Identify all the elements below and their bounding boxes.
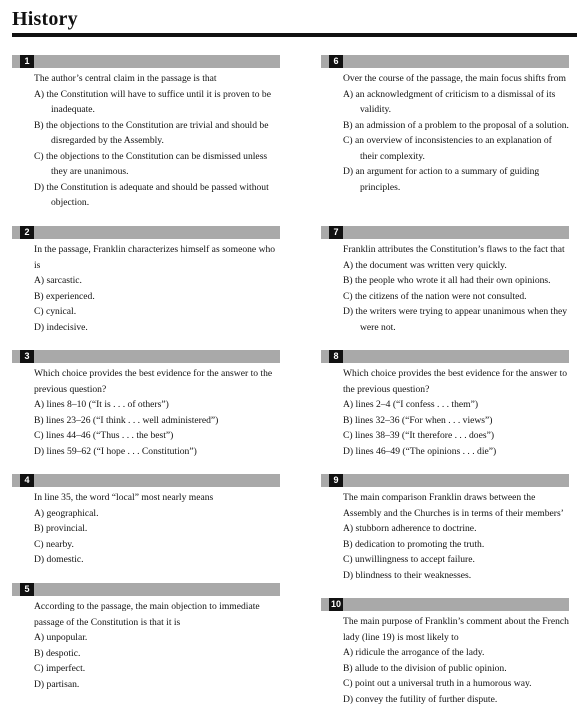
question-header-bar — [12, 350, 280, 363]
answer-option[interactable]: A) lines 8–10 (“It is . . . of others”) — [34, 399, 169, 410]
answer-option[interactable]: C) imperfect. — [34, 663, 86, 674]
answer-option[interactable]: B) an admission of a problem to the proposal of a solution. — [343, 119, 569, 131]
answer-option[interactable]: D) blindness to their weaknesses. — [343, 569, 472, 581]
question-header-bar — [321, 226, 569, 239]
question-8 — [321, 350, 569, 459]
question-number: 6 — [329, 55, 343, 68]
answer-option[interactable]: D) lines 46–49 (“The opinions . . . die”) — [343, 445, 497, 457]
question-7 — [321, 226, 569, 335]
question-number: 1 — [20, 55, 34, 68]
question-stem: Which choice provides the best evidence for the answer to the previous question? — [343, 368, 568, 395]
answer-option[interactable]: A) stubborn adherence to doctrine. — [343, 523, 477, 534]
answer-option[interactable]: B) despotic. — [34, 647, 81, 659]
answer-option[interactable]: C) point out a universal truth in a humorous way. — [343, 678, 532, 689]
question-header-bar — [321, 55, 569, 68]
question-number: 5 — [20, 583, 34, 596]
answer-options — [321, 87, 569, 196]
answer-option[interactable]: D) indecisive. — [34, 321, 88, 333]
question-stem: Over the course of the passage, the main focus shifts from — [343, 73, 566, 84]
question-2 — [12, 226, 280, 335]
question-header-bar — [12, 474, 280, 487]
answer-option[interactable]: C) an overview of inconsistencies to an explanation of their complexity. — [343, 135, 552, 162]
answer-option[interactable]: B) the objections to the Constitution are trivial and should be disregarded by the Assembly. — [34, 119, 269, 146]
question-header-bar — [12, 226, 280, 239]
question-header-bar — [12, 55, 280, 68]
answer-options — [321, 521, 569, 583]
answer-option[interactable]: B) the people who wrote it all had their own opinions. — [343, 275, 551, 286]
answer-option[interactable]: D) lines 59–62 (“I hope . . . Constitution”) — [34, 445, 197, 457]
answer-option[interactable]: A) sarcastic. — [34, 275, 82, 286]
answer-option[interactable]: D) convey the futility of further dispute. — [343, 693, 498, 705]
question-number: 4 — [20, 474, 34, 487]
answer-option[interactable]: A) an acknowledgment of criticism to a dismissal of its validity. — [343, 88, 556, 115]
answer-options — [12, 273, 280, 335]
answer-option[interactable]: A) lines 2–4 (“I confess . . . them”) — [343, 399, 479, 410]
answer-option[interactable]: A) geographical. — [34, 507, 99, 519]
question-number: 2 — [20, 226, 34, 239]
question-stem: The author’s central claim in the passage is that — [34, 73, 217, 84]
question-6 — [321, 55, 569, 195]
answer-option[interactable]: D) an argument for action to a summary of guiding principles. — [343, 166, 540, 193]
answer-option[interactable]: B) lines 23–26 (“I think . . . well administered”) — [34, 414, 219, 426]
title-rule — [12, 33, 577, 37]
question-1 — [12, 55, 280, 211]
question-5 — [12, 583, 280, 692]
answer-option[interactable]: B) allude to the division of public opinion. — [343, 662, 507, 674]
answer-options — [321, 645, 569, 707]
answer-option[interactable]: A) the document was written very quickly. — [343, 259, 507, 271]
question-4 — [12, 474, 280, 568]
answer-option[interactable]: A) unpopular. — [34, 632, 88, 643]
answer-option[interactable]: A) the Constitution will have to suffice until it is proven to be inadequate. — [34, 88, 271, 115]
answer-option[interactable]: D) the Constitution is adequate and should be passed without objection. — [34, 181, 269, 208]
answer-options — [12, 397, 280, 459]
answer-option[interactable]: D) domestic. — [34, 554, 84, 565]
question-header-bar — [12, 583, 280, 596]
question-stem: According to the passage, the main objection to immediate passage of the Constitution is that it is — [34, 601, 260, 628]
answer-option[interactable]: B) provincial. — [34, 523, 88, 534]
question-number: 3 — [20, 350, 34, 363]
question-header-bar — [321, 474, 569, 487]
question-number: 9 — [329, 474, 343, 487]
answer-options — [12, 630, 280, 692]
question-stem: The main comparison Franklin draws between the Assembly and the Churches is in terms of their members’ — [343, 492, 564, 519]
question-number: 8 — [329, 350, 343, 363]
answer-option[interactable]: D) partisan. — [34, 678, 80, 690]
question-stem: In the passage, Franklin characterizes himself as someone who is — [34, 244, 276, 271]
answer-option[interactable]: C) cynical. — [34, 306, 77, 317]
question-10 — [321, 598, 569, 707]
question-stem: Franklin attributes the Constitution’s flaws to the fact that — [343, 244, 565, 255]
answer-option[interactable]: B) experienced. — [34, 290, 95, 302]
answer-option[interactable]: C) nearby. — [34, 538, 74, 550]
page-title: History — [12, 8, 78, 30]
answer-option[interactable]: C) lines 44–46 (“Thus . . . the best”) — [34, 430, 174, 441]
question-header-bar — [321, 350, 569, 363]
answer-options — [12, 87, 280, 211]
answer-option[interactable]: D) the writers were trying to appear unanimous when they were not. — [343, 306, 568, 333]
question-9 — [321, 474, 569, 583]
answer-option[interactable]: C) the citizens of the nation were not consulted. — [343, 290, 527, 302]
answer-option[interactable]: C) unwillingness to accept failure. — [343, 554, 475, 565]
answer-option[interactable]: C) the objections to the Constitution can be dismissed unless they are unanimous. — [34, 150, 268, 177]
question-stem: The main purpose of Franklin’s comment about the French lady (line 19) is most likely to — [343, 616, 569, 643]
answer-option[interactable]: B) dedication to promoting the truth. — [343, 538, 485, 550]
question-3 — [12, 350, 280, 459]
question-number: 7 — [329, 226, 343, 239]
answer-option[interactable]: A) ridicule the arrogance of the lady. — [343, 647, 485, 658]
answer-option[interactable]: C) lines 38–39 (“It therefore . . . does”) — [343, 430, 495, 441]
question-stem: Which choice provides the best evidence for the answer to the previous question? — [34, 368, 273, 395]
question-number: 10 — [330, 599, 341, 609]
answer-options — [321, 397, 569, 459]
answer-option[interactable]: B) lines 32–36 (“For when . . . views”) — [343, 414, 493, 426]
question-stem: In line 35, the word “local” most nearly means — [34, 492, 214, 503]
answer-options — [321, 258, 569, 336]
answer-options — [12, 506, 280, 568]
question-header-bar — [321, 598, 569, 611]
